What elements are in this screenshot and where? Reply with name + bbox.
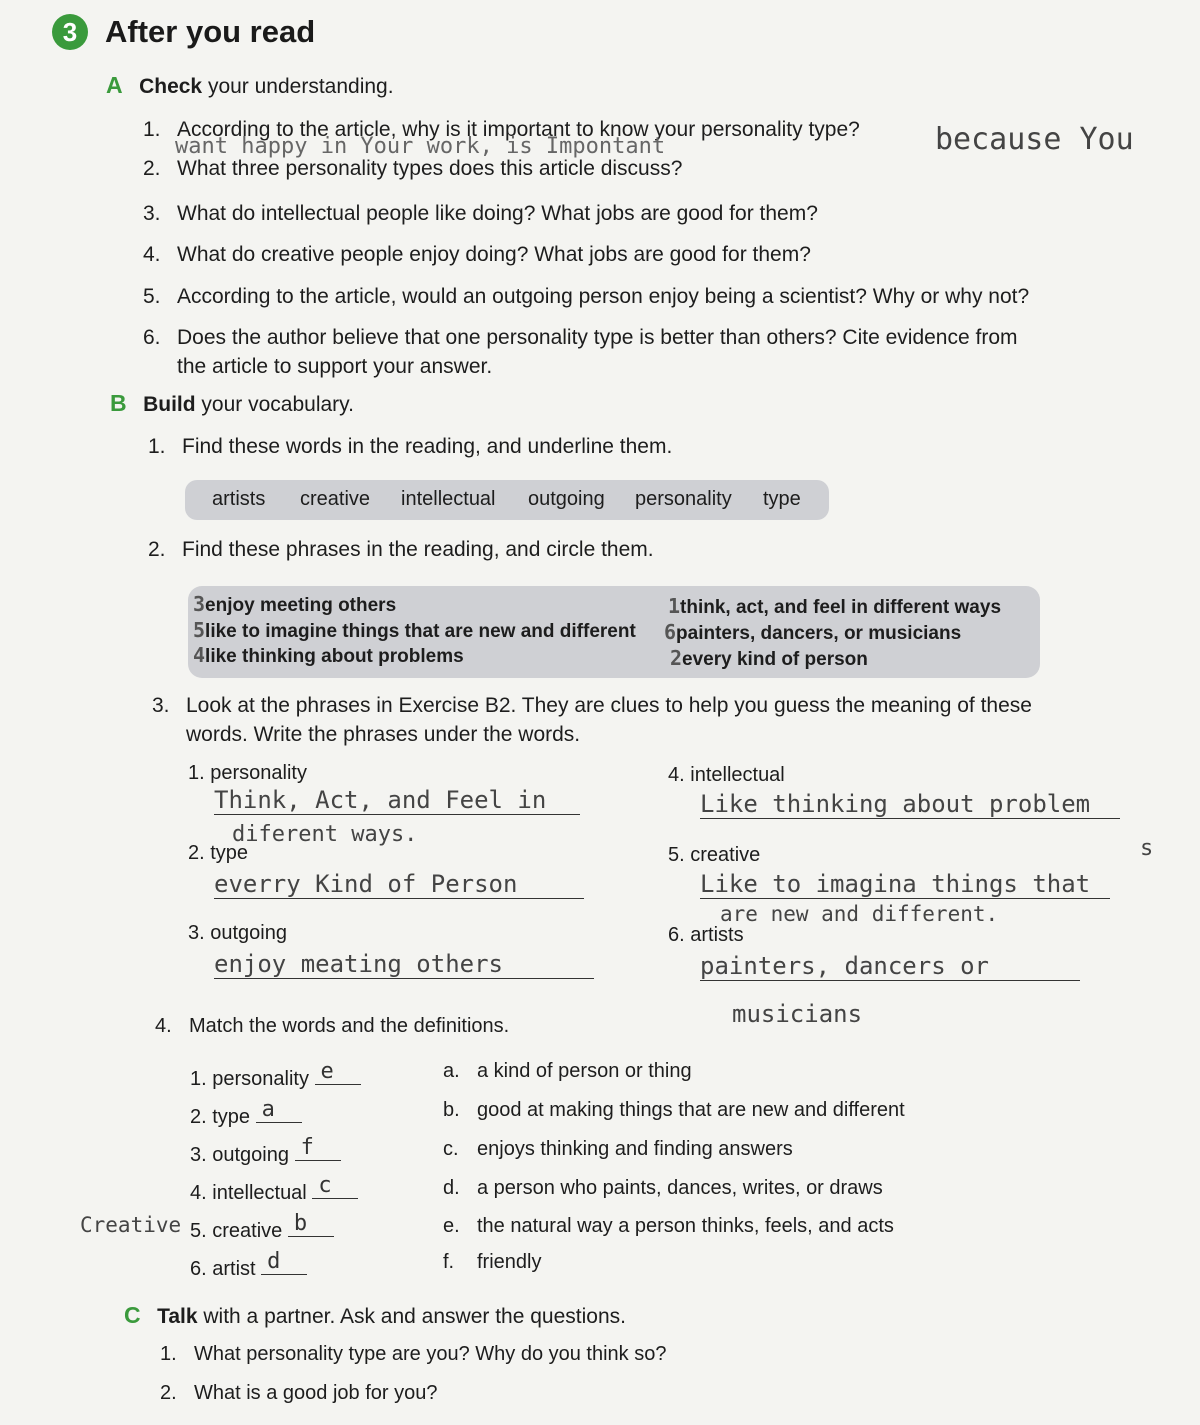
section-b-heading xyxy=(110,390,354,417)
exercise-b3: 3. Look at the phrases in Exercise B2. They are clues to help you guess the meaning of these xyxy=(152,694,1032,717)
b3-item-2: 2. type xyxy=(188,842,249,864)
b3-item-3: 3. outgoing xyxy=(188,922,287,944)
section-c-heading xyxy=(124,1302,626,1329)
word-box xyxy=(185,480,829,520)
b4-def-d: d. a person who paints, dances, writes, or draws xyxy=(443,1177,883,1199)
b4-def-f: f. friendly xyxy=(443,1251,542,1273)
question-c2: 2. What is a good job for you? xyxy=(160,1382,438,1404)
section-a-rest: your understanding. xyxy=(202,75,394,98)
b3-answer-1[interactable]: Think, Act, and Feel in xyxy=(214,786,580,815)
question-a6-cont: the article to support your answer. xyxy=(177,355,493,378)
b3-answer-2[interactable]: everry Kind of Person xyxy=(214,870,584,899)
phrase-left-3: 4like thinking about problems xyxy=(193,643,464,667)
b3-item-1: 1. personality xyxy=(188,762,307,784)
b3-answer-6[interactable]: painters, dancers or xyxy=(700,952,1080,981)
section-c-rest: with a partner. Ask and answer the questions. xyxy=(197,1305,626,1328)
phrase-right-3: 2every kind of person xyxy=(670,646,868,670)
b4-blank-4[interactable]: c xyxy=(312,1180,358,1199)
b4-blank-6[interactable]: d xyxy=(261,1256,307,1275)
b4-blank-1[interactable]: e xyxy=(315,1066,361,1085)
b3-item-5: 5. creative xyxy=(668,844,761,866)
b3-answer-6-line2: musicians xyxy=(732,1000,863,1028)
b3-item-4: 4. intellectual xyxy=(668,764,785,786)
b4-word-2: 2. type a xyxy=(190,1104,302,1129)
section-c-bold: Talk xyxy=(157,1305,198,1328)
phrase-left-1: 3enjoy meeting others xyxy=(193,592,397,616)
b3-answer-4-line2: s xyxy=(1140,836,1154,861)
word-intellectual: intellectual xyxy=(401,488,496,510)
handwriting-a1-line2: want happy in Your work, is Impontant xyxy=(175,134,666,159)
question-a6: 6. Does the author believe that one personality type is better than others? Cite evidence from xyxy=(143,326,1018,349)
exercise-b1: 1. Find these words in the reading, and underline them. xyxy=(148,435,673,458)
word-personality: personality xyxy=(635,488,732,510)
question-a3: 3. What do intellectual people like doing? What jobs are good for them? xyxy=(143,202,818,225)
question-a1: 1. According to the article, why is it important to know your personality type? xyxy=(143,118,860,141)
section-number-badge: 3 xyxy=(52,14,88,50)
question-a2: 2. What three personality types does this article discuss? xyxy=(143,157,683,180)
exercise-b4: 4. Match the words and the definitions. xyxy=(155,1015,510,1037)
handwriting-a1: because You xyxy=(935,122,1134,157)
section-b-letter: B xyxy=(110,390,127,416)
b4-blank-3[interactable]: f xyxy=(295,1142,341,1161)
phrase-right-1: 1think, act, and feel in different ways xyxy=(668,594,1002,618)
phrase-left-2: 5like to imagine things that are new and different xyxy=(193,618,636,642)
section-a-heading xyxy=(106,72,394,99)
exercise-b2: 2. Find these phrases in the reading, and circle them. xyxy=(148,538,654,561)
b3-answer-3[interactable]: enjoy meating others xyxy=(214,950,594,979)
b4-def-b: b. good at making things that are new and different xyxy=(443,1099,905,1121)
section-b-bold: Build xyxy=(143,393,196,416)
b3-answer-1-line2: diferent ways. xyxy=(232,822,418,847)
b4-word-1: 1. personality e xyxy=(190,1066,361,1091)
b4-blank-5[interactable]: b xyxy=(288,1218,334,1237)
section-a-letter: A xyxy=(106,72,123,98)
question-a4: 4. What do creative people enjoy doing? What jobs are good for them? xyxy=(143,243,811,266)
b3-answer-5-line2: are new and different. xyxy=(720,902,999,926)
side-note-creative: Creative xyxy=(80,1213,182,1237)
b4-word-4: 4. intellectual c xyxy=(190,1180,358,1205)
b4-def-e: e. the natural way a person thinks, feels, and acts xyxy=(443,1215,894,1237)
question-c1: 1. What personality type are you? Why do you think so? xyxy=(160,1343,667,1365)
b3-answer-5[interactable]: Like to imagina things that xyxy=(700,870,1110,899)
b3-item-6: 6. artists xyxy=(668,924,744,946)
b3-answer-4[interactable]: Like thinking about problem xyxy=(700,790,1120,819)
page-title: After you read xyxy=(105,14,316,49)
exercise-b3-cont: words. Write the phrases under the words. xyxy=(186,723,581,746)
section-c-letter: C xyxy=(124,1302,141,1328)
b4-word-5: 5. creative b xyxy=(190,1218,334,1243)
b4-def-c: c. enjoys thinking and finding answers xyxy=(443,1138,793,1160)
word-type: type xyxy=(763,488,801,510)
b4-blank-2[interactable]: a xyxy=(256,1104,302,1123)
b4-def-a: a. a kind of person or thing xyxy=(443,1060,692,1082)
b4-word-3: 3. outgoing f xyxy=(190,1142,341,1167)
question-a5: 5. According to the article, would an outgoing person enjoy being a scientist? Why or why not? xyxy=(143,285,1030,308)
word-outgoing: outgoing xyxy=(528,488,605,510)
phrase-right-2: 6painters, dancers, or musicians xyxy=(664,620,962,644)
section-b-rest: your vocabulary. xyxy=(195,393,354,416)
section-a-bold: Check xyxy=(139,75,203,98)
b4-word-6: 6. artist d xyxy=(190,1256,307,1281)
word-artists: artists xyxy=(212,488,266,510)
word-creative: creative xyxy=(300,488,371,510)
